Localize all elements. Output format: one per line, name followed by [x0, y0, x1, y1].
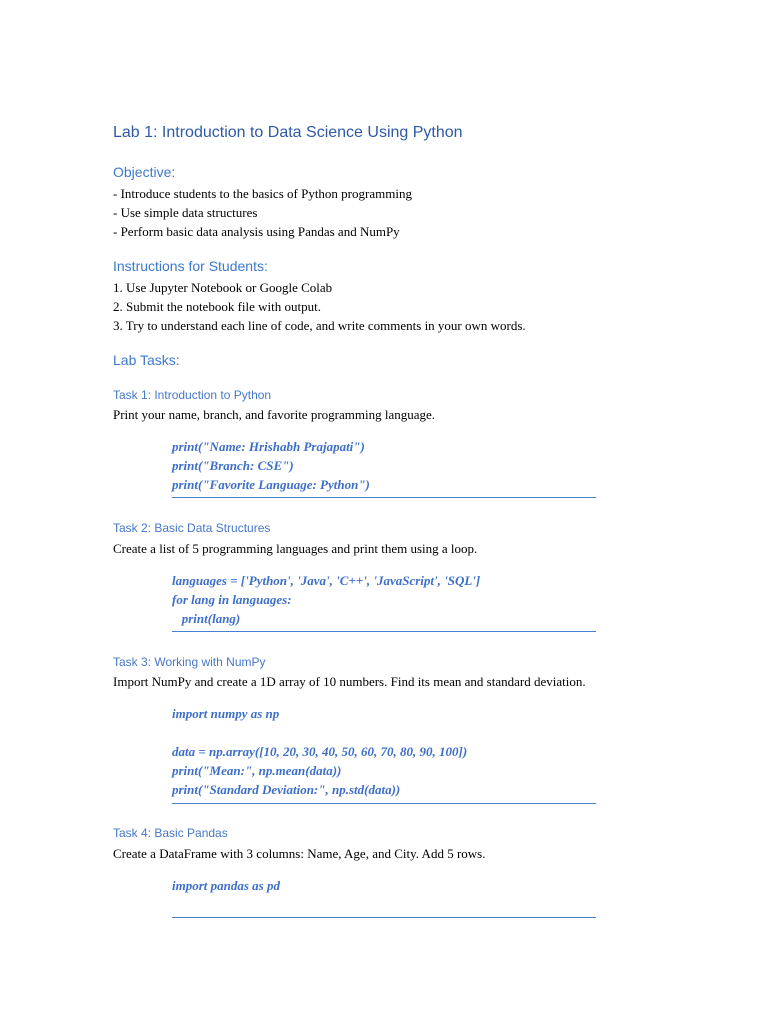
task-2-description: Create a list of 5 programming languages and print them using a loop. — [113, 541, 478, 556]
objective-item: - Use simple data structures — [113, 205, 258, 220]
task-3-description: Import NumPy and create a 1D array of 10 numbers. Find its mean and standard deviation. — [113, 674, 586, 689]
task-4-code-line: import pandas as pd — [172, 878, 280, 893]
task-2-code-line: for lang in languages: — [172, 592, 292, 607]
task-2-code-line: languages = ['Python', 'Java', 'C++', 'JavaScript', 'SQL'] — [172, 573, 481, 588]
instruction-item: 3. Try to understand each line of code, and write comments in your own words. — [113, 318, 526, 333]
task-3-heading: Task 3: Working with NumPy — [113, 655, 266, 669]
lab-tasks-heading: Lab Tasks: — [113, 352, 180, 368]
objective-item: - Perform basic data analysis using Pandas and NumPy — [113, 224, 400, 239]
task-1-description: Print your name, branch, and favorite programming language. — [113, 407, 436, 422]
task-1-code-line: print("Branch: CSE") — [172, 458, 294, 473]
task-1-heading: Task 1: Introduction to Python — [113, 388, 272, 402]
task-3-code-line: print("Mean:", np.mean(data)) — [172, 763, 342, 778]
task-4-heading: Task 4: Basic Pandas — [113, 826, 228, 840]
task-2-heading: Task 2: Basic Data Structures — [113, 521, 271, 535]
instruction-item: 2. Submit the notebook file with output. — [113, 299, 321, 314]
code-block-divider — [172, 497, 596, 498]
objective-item: - Introduce students to the basics of Python programming — [113, 186, 412, 201]
code-block-divider — [172, 917, 596, 918]
instructions-heading: Instructions for Students: — [113, 258, 268, 274]
task-3-code-line: import numpy as np — [172, 706, 280, 721]
code-block-divider — [172, 803, 596, 804]
task-2-code-line: print(lang) — [172, 611, 241, 626]
code-block-divider — [172, 631, 596, 632]
objective-heading: Objective: — [113, 164, 176, 180]
task-3-code-line: print("Standard Deviation:", np.std(data)) — [172, 782, 401, 797]
task-4-description: Create a DataFrame with 3 columns: Name, Age, and City. Add 5 rows. — [113, 846, 486, 861]
page-title: Lab 1: Introduction to Data Science Using Python — [113, 124, 463, 141]
instruction-item: 1. Use Jupyter Notebook or Google Colab — [113, 280, 333, 295]
task-1-code-line: print("Favorite Language: Python") — [172, 477, 370, 492]
task-3-code-line: data = np.array([10, 20, 30, 40, 50, 60, 70, 80, 90, 100]) — [172, 744, 468, 759]
task-1-code-line: print("Name: Hrishabh Prajapati") — [172, 439, 365, 454]
